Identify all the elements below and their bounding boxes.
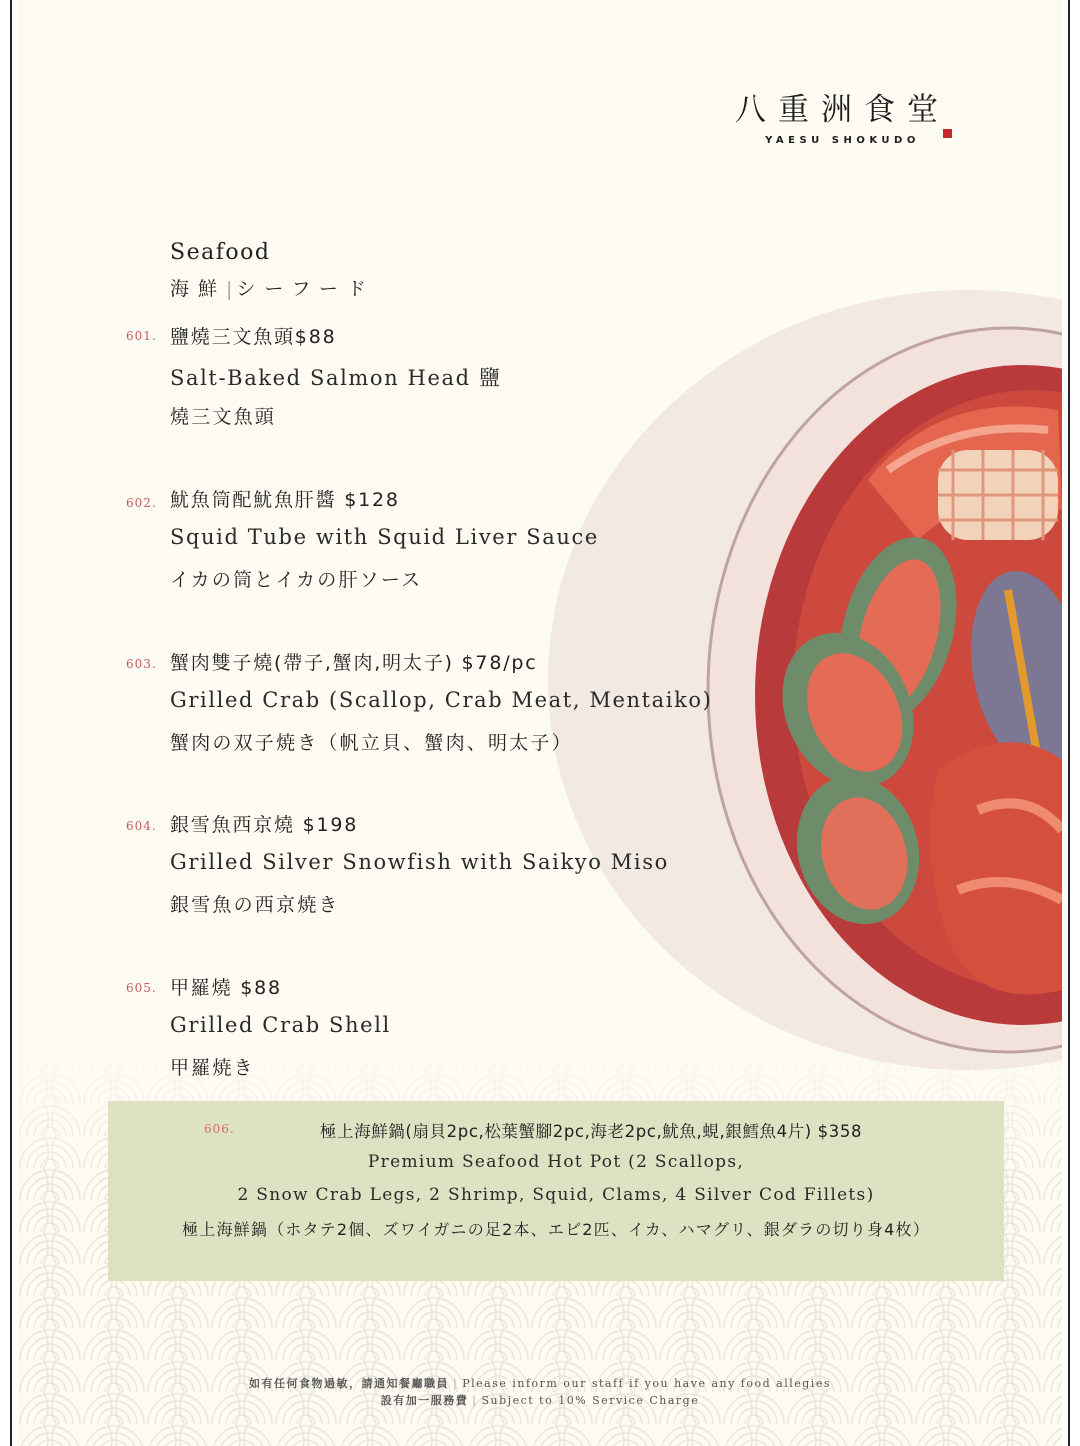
- service-charge-zh: 設有加一服務費: [380, 1394, 469, 1407]
- item-name-zh: 銀雪魚西京燒 $198: [170, 814, 359, 836]
- separator: |: [226, 278, 237, 300]
- item-name-jp: 燒三文魚頭: [170, 406, 277, 428]
- item-name-en-line2: 2 Snow Crab Legs, 2 Shrimp, Squid, Clams, 4 Silver Cod Fillets): [237, 1185, 875, 1205]
- item-number: 602.: [126, 496, 157, 510]
- allergy-notice-zh: 如有任何食物過敏，請通知餐廳職員: [249, 1377, 450, 1390]
- item-name-zh: 魷魚筒配魷魚肝醬 $128: [170, 489, 400, 511]
- item-number: 606.: [204, 1122, 235, 1136]
- item-name-en: Grilled Crab (Scallop, Crab Meat, Mentaiko): [170, 688, 713, 712]
- logo-name-latin: YAESU SHOKUDO: [765, 135, 920, 146]
- item-number: 605.: [126, 981, 157, 995]
- item-name-jp: 甲羅焼き: [170, 1057, 255, 1079]
- item-name-zh: 鹽燒三文魚頭$88: [170, 326, 337, 348]
- restaurant-logo: [735, 84, 950, 146]
- item-name-zh: 甲羅燒 $88: [170, 977, 282, 999]
- item-name-en: Squid Tube with Squid Liver Sauce: [170, 525, 599, 549]
- item-number: 601.: [126, 329, 157, 343]
- item-name-en: Salt-Baked Salmon Head 鹽: [170, 366, 502, 390]
- item-name-en: Grilled Silver Snowfish with Saikyo Miso: [170, 850, 669, 874]
- item-name-en-line1: Premium Seafood Hot Pot (2 Scallops,: [367, 1152, 745, 1172]
- item-name-en: Grilled Crab Shell: [170, 1013, 391, 1037]
- section-subtitle: [170, 274, 375, 301]
- service-charge-en: Subject to 10% Service Charge: [481, 1394, 700, 1407]
- featured-item-606: [108, 1101, 1004, 1281]
- item-name-jp: イカの筒とイカの肝ソース: [170, 569, 423, 591]
- section-title: Seafood: [170, 240, 271, 265]
- item-number: 603.: [126, 657, 157, 671]
- logo-stamp-icon: [943, 129, 952, 138]
- left-margin: [0, 0, 10, 1446]
- left-border-line: [10, 0, 12, 1446]
- allergy-notice-en: Please inform our staff if you have any food allegies: [462, 1377, 831, 1390]
- seafood-bowl-illustration: [538, 290, 1062, 1070]
- menu-page: [18, 0, 1062, 1446]
- item-name-jp: 極上海鮮鍋（ホタテ2個、ズワイガニの足2本、エビ2匹、イカ、ハマグリ、銀ダラの切り身4枚）: [182, 1220, 930, 1239]
- section-title-jp: シーフード: [236, 278, 375, 300]
- logo-name-cjk: 八重洲食堂: [735, 92, 950, 128]
- right-border-line: [1068, 0, 1070, 1446]
- section-title-zh: 海鮮: [170, 278, 227, 300]
- item-name-zh: 極上海鮮鍋(扇貝2pc,松葉蟹腳2pc,海老2pc,魷魚,蜆,銀鱈魚4片) $358: [319, 1122, 863, 1141]
- item-name-jp: 蟹肉の双子焼き（帆立貝、蟹肉、明太子）: [170, 732, 573, 754]
- item-name-zh: 蟹肉雙子燒(帶子,蟹肉,明太子) $78/pc: [170, 652, 538, 674]
- item-name-jp: 銀雪魚の西京焼き: [170, 894, 340, 916]
- footer-notice: 如有任何食物過敏，請通知餐廳職員 | Please inform our staff if you have any food allegies 設有加一服務費 | Subject to 10% Service Charge: [249, 1377, 831, 1407]
- item-number: 604.: [126, 819, 157, 833]
